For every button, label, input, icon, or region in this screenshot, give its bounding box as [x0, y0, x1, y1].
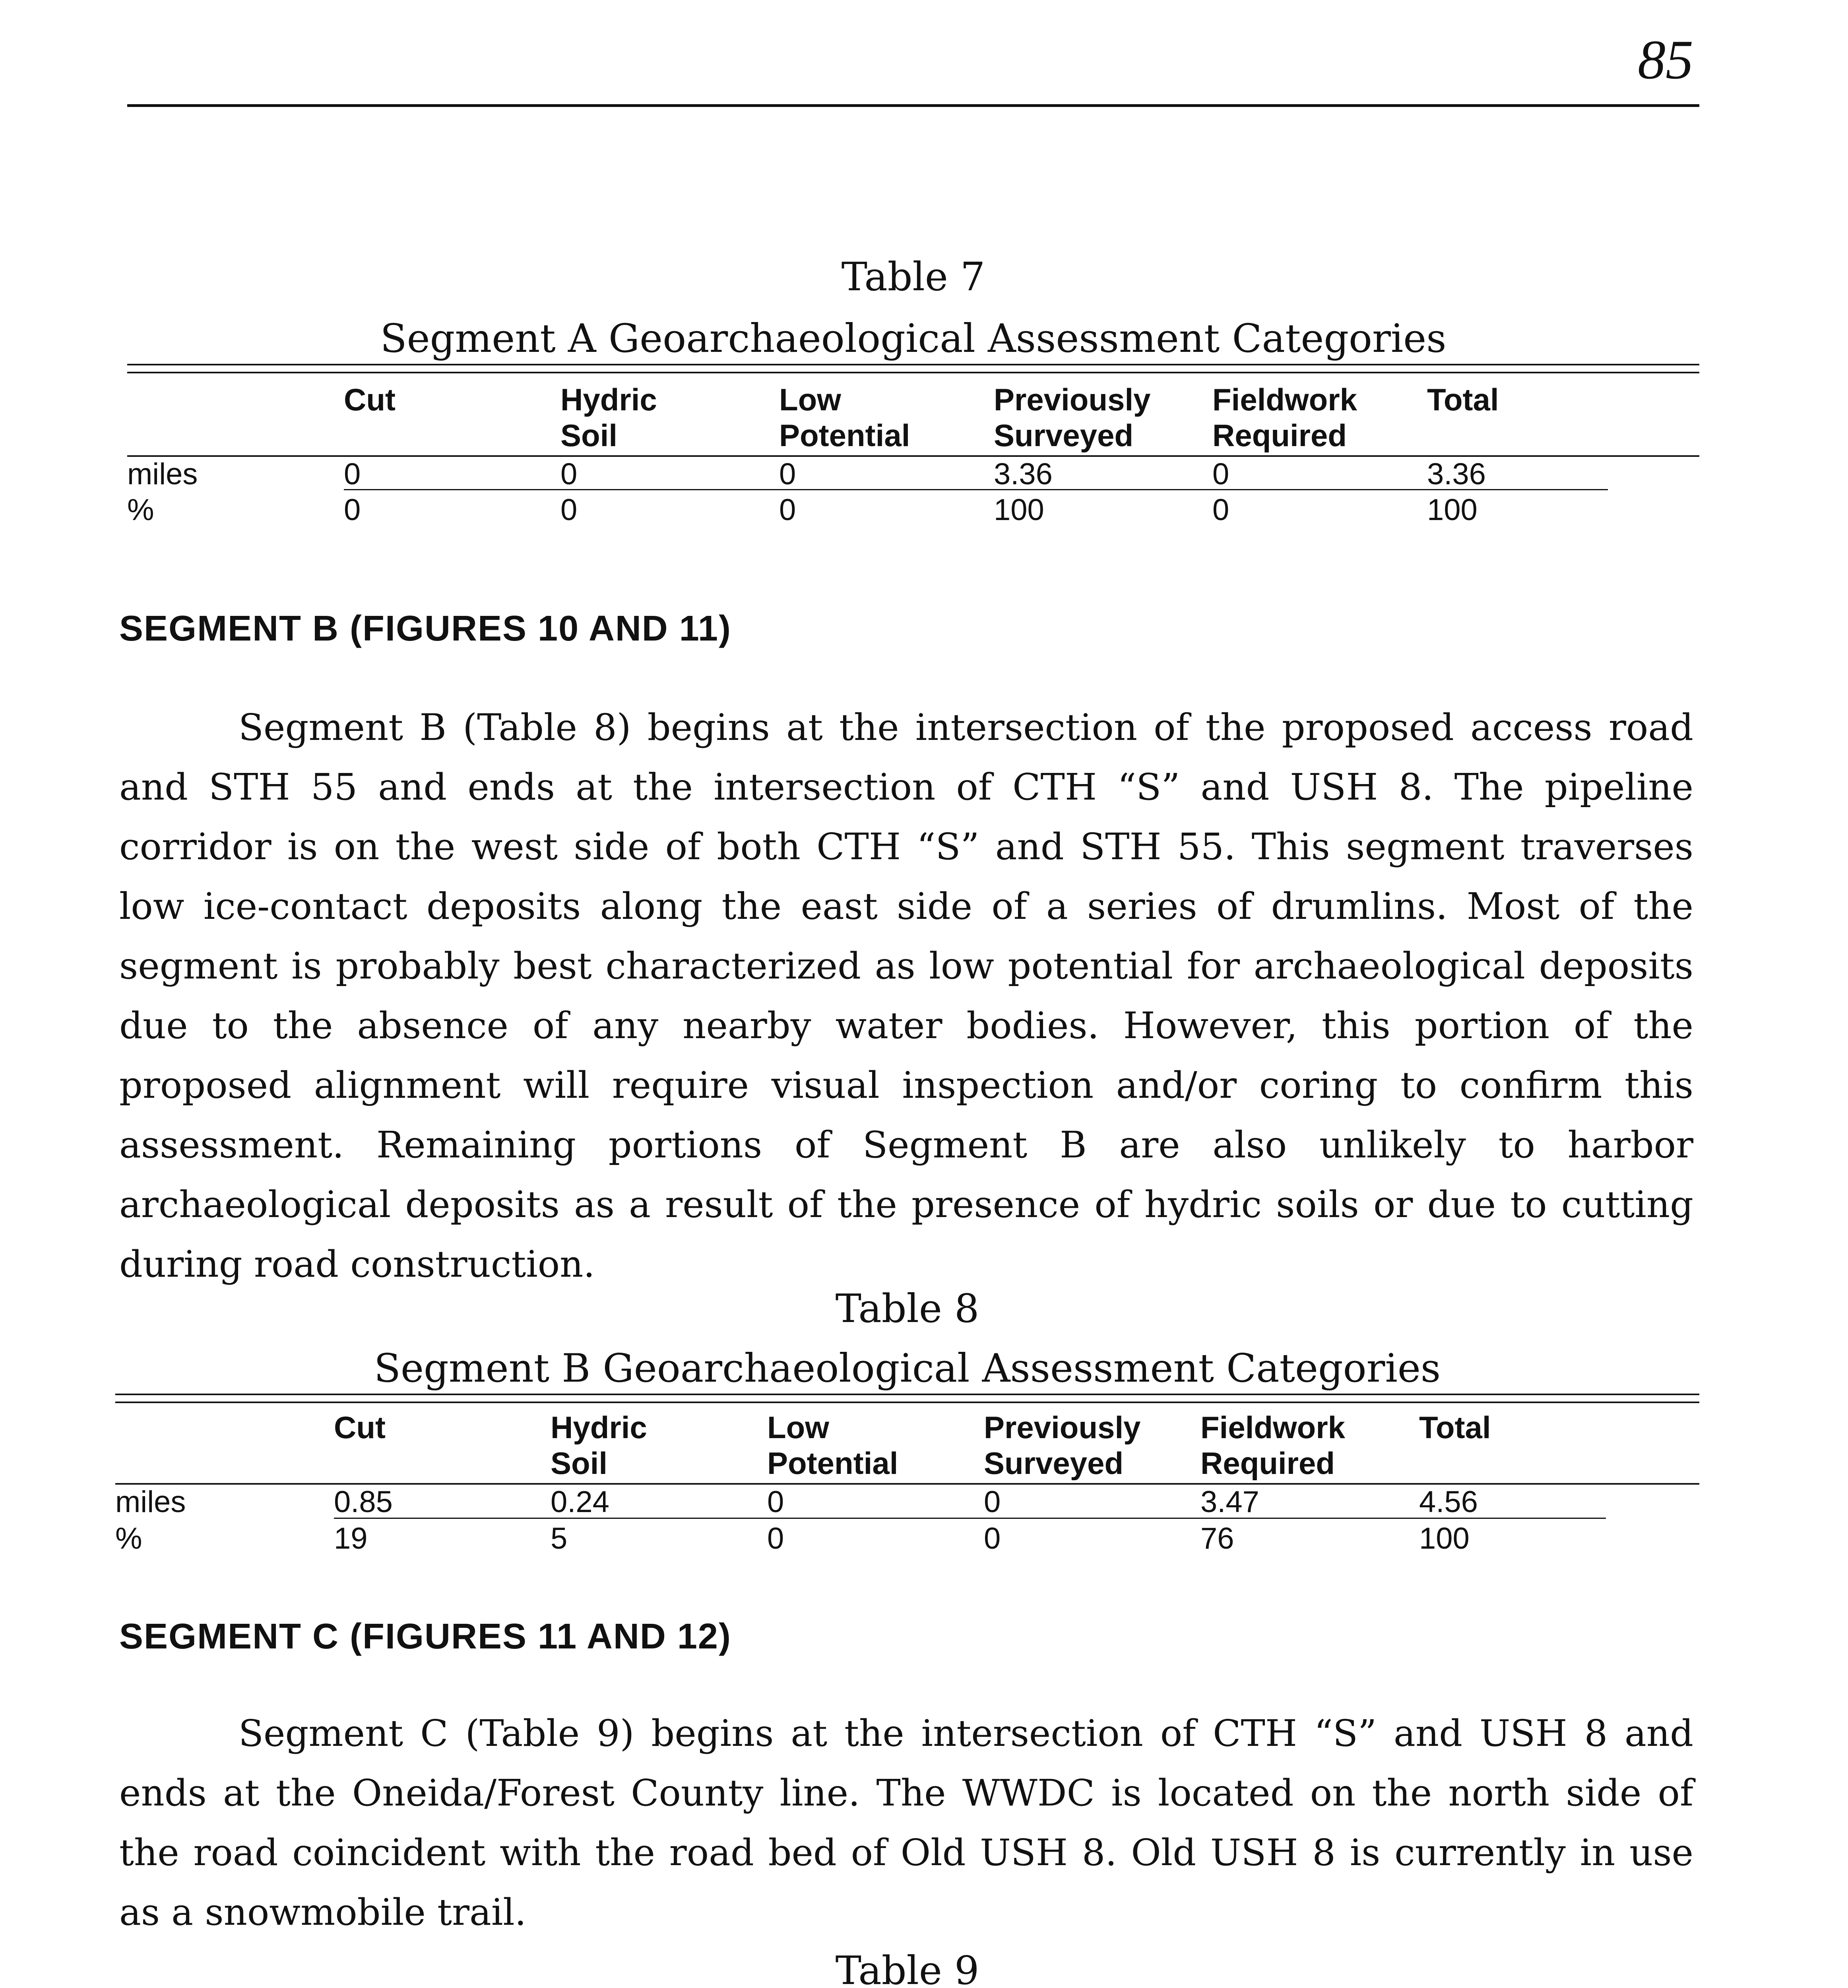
col-header-soil: Soil	[551, 1446, 608, 1481]
col-header-total: Total	[1427, 382, 1499, 417]
table-title: Segment B Geoarchaeological Assessment Categories	[374, 1346, 1441, 1391]
row-label: %	[127, 493, 154, 527]
col-header-total: Total	[1419, 1410, 1491, 1445]
segment-c-heading: SEGMENT C (FIGURES 11 AND 12)	[119, 1617, 731, 1656]
col-header-previously: Previously	[984, 1410, 1141, 1445]
table-7	[127, 254, 1699, 533]
cell-previously: 100	[994, 493, 1044, 527]
col-header-hydric: Hydric	[560, 382, 657, 417]
cell-fieldwork: 3.47	[1200, 1485, 1259, 1519]
table-top-rule-2	[127, 372, 1699, 373]
cell-total: 100	[1419, 1522, 1470, 1555]
cell-hydric: 0	[560, 493, 578, 527]
cell-hydric: 0.24	[551, 1485, 609, 1519]
row-label: miles	[127, 457, 198, 491]
cell-total: 3.36	[1427, 457, 1486, 491]
table-top-rule-2	[115, 1402, 1699, 1403]
table-8	[115, 1286, 1699, 1565]
col-header-surveyed: Surveyed	[994, 418, 1134, 453]
col-header-cut: Cut	[334, 1410, 386, 1445]
col-header-required: Required	[1200, 1446, 1335, 1481]
table-title: Segment A Geoarchaeological Assessment Categories	[380, 316, 1447, 361]
col-header-fieldwork: Fieldwork	[1212, 382, 1357, 417]
table-number: Table 8	[835, 1286, 979, 1332]
col-header-previously: Previously	[994, 382, 1151, 417]
table-top-rule	[127, 364, 1699, 365]
cell-cut: 0	[344, 457, 361, 491]
row-label: miles	[115, 1485, 186, 1519]
table-number: Table 9	[835, 1948, 979, 1988]
cell-previously: 0	[984, 1485, 1001, 1519]
col-header-fieldwork: Fieldwork	[1200, 1410, 1346, 1445]
cell-low: 0	[767, 1522, 784, 1555]
segment-c-paragraph: Segment C (Table 9) begins at the intersection of CTH “S” and USH 8 and ends at the Oneida/Forest County line. The WWDC is located on the north side of the road coincident with the road bed of Old USH 8. Old USH 8 is currently in use as a snowmobile trail.	[119, 1712, 1693, 1934]
col-header-low: Low	[779, 382, 841, 417]
row-underline	[344, 489, 1608, 490]
cell-low: 0	[779, 493, 796, 527]
col-header-soil: Soil	[560, 418, 618, 453]
cell-cut: 0.85	[334, 1485, 393, 1519]
col-header-surveyed: Surveyed	[984, 1446, 1124, 1481]
segment-b-paragraph: Segment B (Table 8) begins at the intersection of the proposed access road and STH 55 and ends at the intersection of CTH “S” and USH 8. The pipeline corridor is on the west side of both CTH “S” and STH 55. This segment traverses low ice-contact deposits along the east side of a series of drumlins. Most of the segment is probably best characterized as low potential for archaeological deposits due to the absence of any nearby water bodies. However, this portion of the proposed alignment will require visual inspection and/or coring to confirm this assessment. Remaining portions of Segment B are also unlikely to harbor archaeological deposits as a result of the presence of hydric soils or due to cutting during road construction.	[119, 706, 1693, 1285]
table-top-rule	[115, 1394, 1699, 1395]
col-header-required: Required	[1212, 418, 1347, 453]
col-header-potential: Potential	[767, 1446, 898, 1481]
cell-fieldwork: 0	[1212, 493, 1229, 527]
table-number: Table 7	[841, 254, 985, 300]
col-header-low: Low	[767, 1410, 829, 1445]
col-header-cut: Cut	[344, 382, 396, 417]
cell-previously: 0	[984, 1522, 1001, 1555]
cell-total: 4.56	[1419, 1485, 1478, 1519]
cell-low: 0	[767, 1485, 784, 1519]
table-9	[115, 1948, 1699, 1988]
cell-hydric: 0	[560, 457, 578, 491]
page-number: 85	[1638, 29, 1693, 91]
row-underline	[334, 1518, 1606, 1519]
row-label: %	[115, 1522, 142, 1555]
cell-hydric: 5	[551, 1522, 568, 1555]
header-rule	[127, 104, 1699, 107]
cell-fieldwork: 0	[1212, 457, 1229, 491]
cell-previously: 3.36	[994, 457, 1053, 491]
cell-total: 100	[1427, 493, 1478, 527]
cell-fieldwork: 76	[1200, 1522, 1234, 1555]
col-header-hydric: Hydric	[551, 1410, 647, 1445]
cell-cut: 19	[334, 1522, 368, 1555]
segment-b-heading: SEGMENT B (FIGURES 10 AND 11)	[119, 609, 731, 648]
cell-low: 0	[779, 457, 796, 491]
cell-cut: 0	[344, 493, 361, 527]
col-header-potential: Potential	[779, 418, 910, 453]
